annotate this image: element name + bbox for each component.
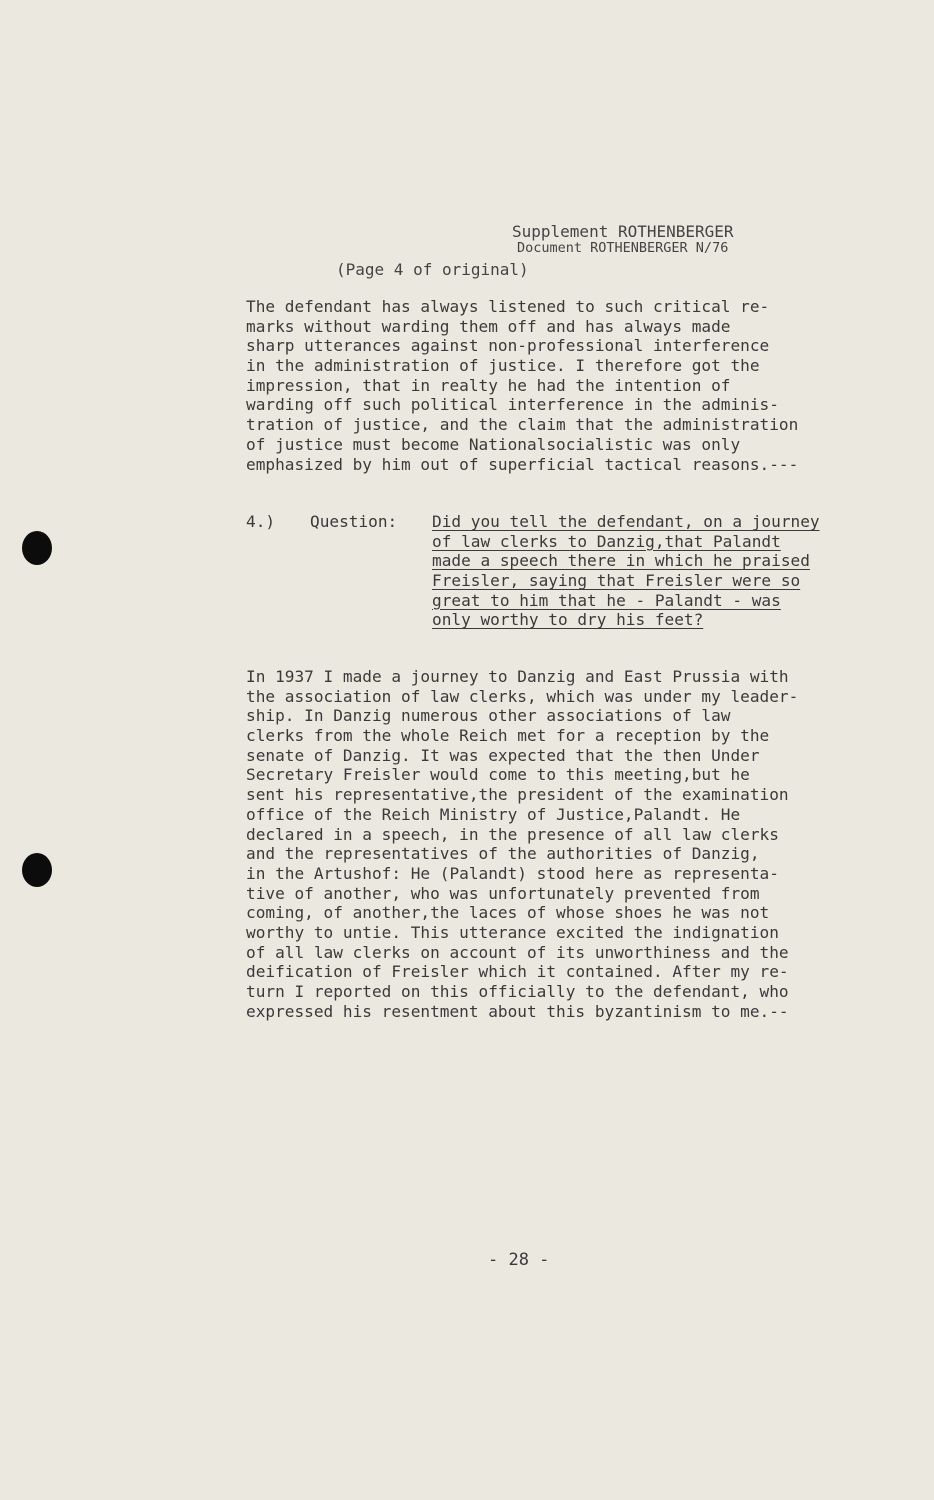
question-number: 4.) xyxy=(246,512,276,531)
answer-line: coming, of another,the laces of whose shoes he was not xyxy=(246,903,770,923)
paragraph-line: marks without warding them off and has always made xyxy=(246,316,731,336)
answer-line: expressed his resentment about this byzantinism to me.-- xyxy=(246,1001,789,1021)
paragraph-line: The defendant has always listened to such critical re- xyxy=(246,297,770,316)
answer-line: sent his representative,the president of the examination xyxy=(246,785,789,805)
paragraph-line: tration of justice, and the claim that the administration xyxy=(246,415,799,435)
question-text xyxy=(432,512,820,630)
answer-line: worthy to untie. This utterance excited the indignation xyxy=(246,922,779,942)
answer-line: declared in a speech, in the presence of all law clerks xyxy=(246,824,779,844)
answer-line: In 1937 I made a journey to Danzig and East Prussia with xyxy=(246,667,789,686)
testimony-paragraph xyxy=(246,297,798,474)
answer-line: the association of law clerks, which was under my leader- xyxy=(246,686,799,706)
question-line: Did you tell the defendant, on a journey xyxy=(432,512,820,531)
question-line: Freisler, saying that Freisler were so xyxy=(432,571,801,591)
paragraph-line: of justice must become Nationalsocialistic was only xyxy=(246,434,741,454)
question-line: of law clerks to Danzig,that Palandt xyxy=(432,531,781,551)
paragraph-line: in the administration of justice. I therefore got the xyxy=(246,356,760,376)
page-of-original-note: (Page 4 of original) xyxy=(336,260,529,279)
answer-line: deification of Freisler which it contained. After my re- xyxy=(246,962,789,982)
punch-hole-top xyxy=(22,531,52,565)
document-reference: Document ROTHENBERGER N/76 xyxy=(517,240,729,256)
paragraph-line: impression, that in realty he had the intention of xyxy=(246,375,731,395)
answer-line: turn I reported on this officially to the defendant, who xyxy=(246,982,789,1001)
question-line: great to him that he - Palandt - was xyxy=(432,590,781,610)
answer-line: of all law clerks on account of its unworthiness and the xyxy=(246,942,789,962)
punch-hole-bottom xyxy=(22,853,52,887)
answer-line: and the representatives of the authorities of Danzig, xyxy=(246,844,760,864)
supplement-heading: Supplement ROTHENBERGER xyxy=(512,222,734,241)
answer-paragraph xyxy=(246,667,798,1021)
question-line: only worthy to dry his feet? xyxy=(432,610,704,630)
answer-line: in the Artushof: He (Palandt) stood here as representa- xyxy=(246,863,779,883)
question-label: Question: xyxy=(310,512,398,531)
question-line: made a speech there in which he praised xyxy=(432,551,810,571)
page-number: - 28 - xyxy=(488,1250,550,1270)
answer-line: tive of another, who was unfortunately prevented from xyxy=(246,883,760,903)
answer-line: office of the Reich Ministry of Justice,Palandt. He xyxy=(246,804,741,824)
answer-line: Secretary Freisler would come to this meeting,but he xyxy=(246,765,750,785)
paragraph-line: warding off such political interference in the adminis- xyxy=(246,395,779,415)
answer-line: senate of Danzig. It was expected that the then Under xyxy=(246,745,760,765)
answer-line: ship. In Danzig numerous other associations of law xyxy=(246,706,731,726)
answer-line: clerks from the whole Reich met for a reception by the xyxy=(246,726,770,746)
paragraph-line: sharp utterances against non-professional interference xyxy=(246,336,770,356)
paragraph-line: emphasized by him out of superficial tactical reasons.--- xyxy=(246,454,799,474)
